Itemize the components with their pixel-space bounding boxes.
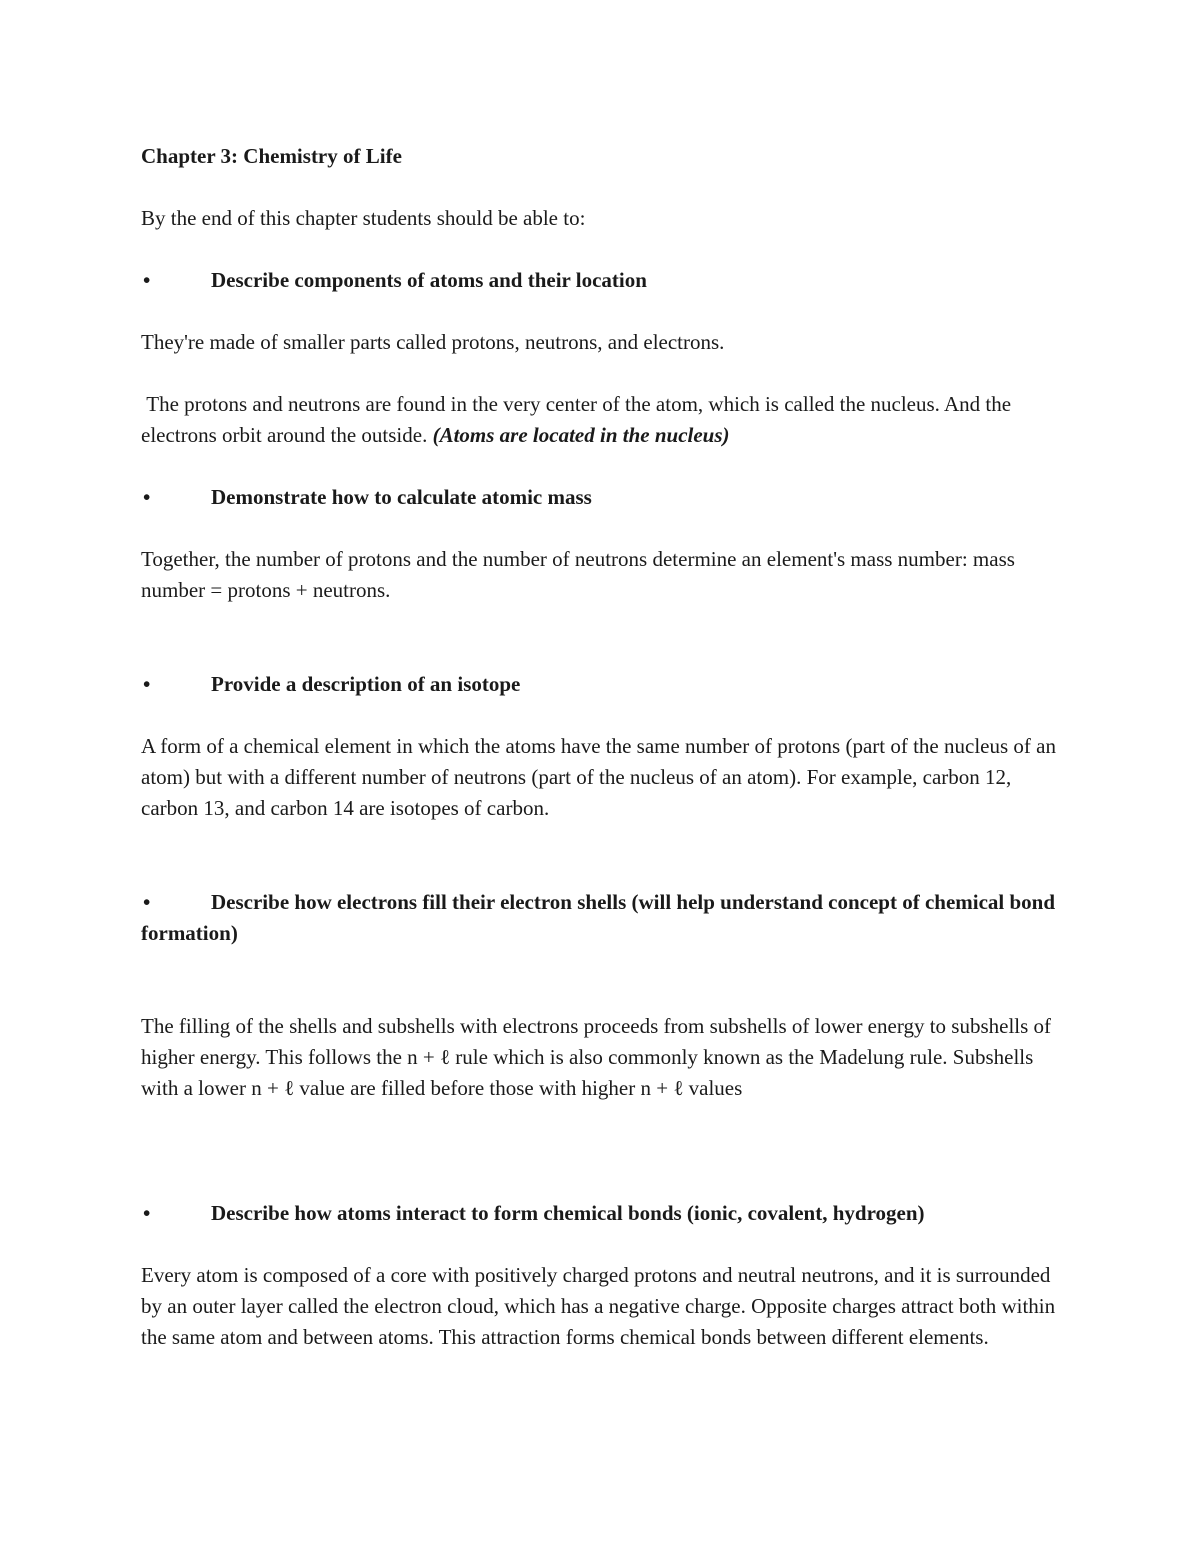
section-heading-isotope — [141, 669, 1061, 700]
section-heading-text: Demonstrate how to calculate atomic mass — [211, 485, 592, 509]
section-heading-text: Describe how atoms interact to form chemical bonds (ionic, covalent, hydrogen) — [211, 1201, 925, 1225]
section-heading-electron-shells — [141, 887, 1061, 949]
section-heading-text: Provide a description of an isotope — [211, 672, 521, 696]
paragraph-nucleus — [141, 389, 1061, 451]
section-heading-atomic-mass — [141, 482, 1061, 513]
paragraph: Every atom is composed of a core with positively charged protons and neutral neutrons, and it is surrounded by an outer layer called the electron cloud, which has a negative charge. Opposite charges attract both within the same atom and between atoms. This attraction forms chemical bonds between different elements. — [141, 1263, 1056, 1349]
paragraph: Together, the number of protons and the number of neutrons determine an element's mass number: mass number = protons + neutrons. — [141, 547, 1015, 602]
section-heading-chemical-bonds — [141, 1198, 1061, 1229]
bullet-icon: • — [143, 672, 151, 696]
section-heading-text: Describe components of atoms and their location — [211, 268, 647, 292]
bullet-icon: • — [143, 268, 151, 292]
emphasis-note: (Atoms are located in the nucleus) — [432, 423, 730, 447]
paragraph-text: The protons and neutrons are found in the very center of the atom, which is called the nucleus. And the electrons orbit around the outside. — [141, 392, 1017, 447]
paragraph: A form of a chemical element in which the atoms have the same number of protons (part of the nucleus of an atom) but with a different number of neutrons (part of the nucleus of an atom). For example, carbon 12, carbon 13, and carbon 14 are isotopes of carbon. — [141, 734, 1056, 820]
bullet-icon: • — [143, 1201, 151, 1225]
paragraph: They're made of smaller parts called protons, neutrons, and electrons. — [141, 330, 725, 354]
intro-text: By the end of this chapter students should be able to: — [141, 206, 586, 230]
page-title: Chapter 3: Chemistry of Life — [141, 144, 402, 168]
bullet-icon: • — [143, 485, 151, 509]
section-heading-text: Describe how electrons fill their electron shells (will help understand concept of chemical bond formation) — [141, 890, 1056, 945]
bullet-icon: • — [143, 890, 151, 914]
paragraph: The filling of the shells and subshells with electrons proceeds from subshells of lower energy to subshells of higher energy. This follows the n + ℓ rule which is also commonly known as the Madelung rule. Subshells with a lower n + ℓ value are filled before those with higher n + ℓ values — [141, 1014, 1052, 1100]
section-heading-atoms — [141, 265, 1061, 296]
